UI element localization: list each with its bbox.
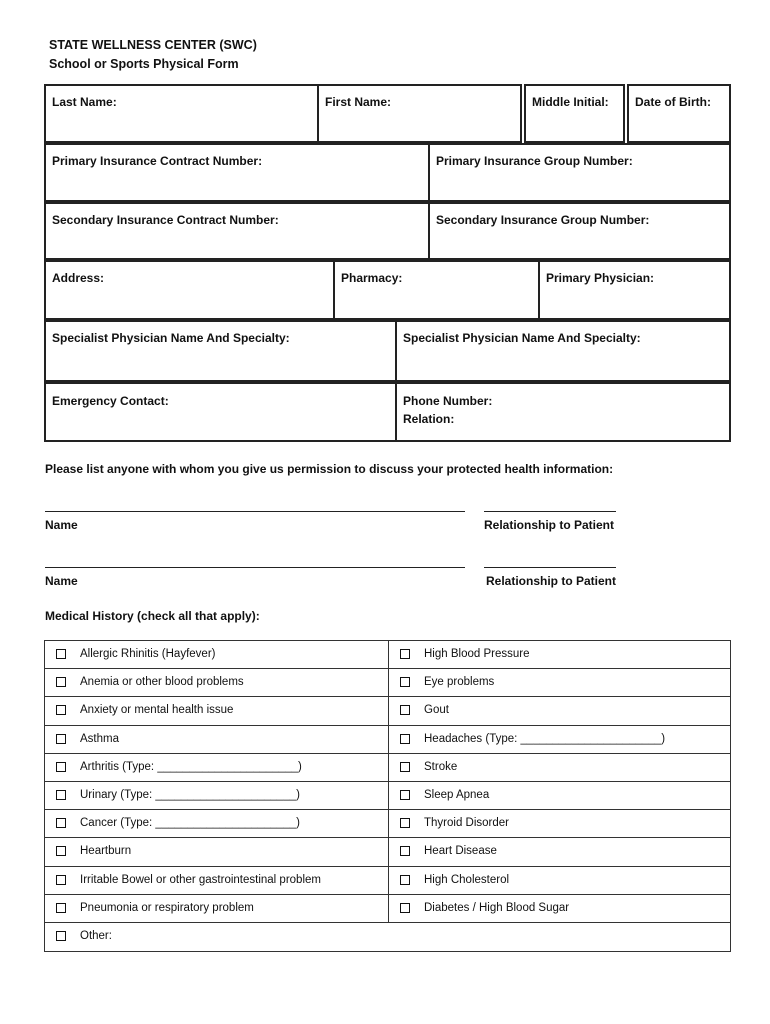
medical-history-item-label: Eye problems [424,676,495,689]
medical-history-item-label: Thyroid Disorder [424,817,509,830]
medical-history-item-label: Urinary (Type: ______________________) [80,789,300,802]
medical-history-item-anemia-or-other-blood-problems[interactable] [56,668,244,696]
medical-history-item-label: Pneumonia or respiratory problem [80,901,254,914]
medical-history-item-cancer-type[interactable] [56,809,300,837]
medical-history-item-label: High Blood Pressure [424,648,530,661]
medical-history-item-urinary-type[interactable] [56,781,300,809]
medical-history-item-eye-problems[interactable] [400,668,494,696]
address-label: Address: [52,271,105,285]
checkbox-icon[interactable] [400,903,410,913]
checkbox-icon[interactable] [56,931,66,941]
medical-history-item-label: Diabetes / High Blood Sugar [424,901,570,914]
medical-history-other-label: Other: [80,930,112,943]
form-title: STATE WELLNESS CENTER (SWC) [49,38,257,52]
medical-history-item-heartburn[interactable] [56,837,131,865]
checkbox-icon[interactable] [56,846,66,856]
checkbox-icon[interactable] [56,734,66,744]
medical-history-item-diabetes-high-blood-sugar[interactable] [400,894,569,922]
medical-history-item-arthritis-type[interactable] [56,753,302,781]
checkbox-icon[interactable] [56,762,66,772]
specialist-1-label: Specialist Physician Name And Specialty: [52,331,290,345]
checkbox-icon[interactable] [400,705,410,715]
permission-relationship-line-1[interactable] [484,511,616,512]
form-subtitle: School or Sports Physical Form [49,57,239,71]
checkbox-icon[interactable] [56,649,66,659]
permission-prompt: Please list anyone with whom you give us permission to discuss your protected health information: [45,462,614,476]
primary-contract-field[interactable] [44,143,430,202]
medical-history-other-cell [44,922,731,952]
medical-history-item-label: Allergic Rhinitis (Hayfever) [80,648,216,661]
phone-relation-field[interactable] [395,382,731,442]
medical-history-item-high-blood-pressure[interactable] [400,640,529,668]
permission-relationship-line-2[interactable] [484,567,616,568]
permission-relationship-label-1: Relationship to Patient [484,518,615,532]
permission-name-label-2: Name [45,574,78,588]
date-of-birth-field[interactable] [627,84,731,143]
emergency-contact-label: Emergency Contact: [52,394,169,408]
checkbox-icon[interactable] [56,705,66,715]
medical-history-item-label: Asthma [80,732,119,745]
specialist-1-field[interactable] [44,320,397,382]
last-name-field[interactable] [44,84,319,143]
relation-label: Relation: [403,412,455,426]
primary-physician-label: Primary Physician: [546,271,655,285]
medical-history-item-asthma[interactable] [56,725,119,753]
primary-group-field[interactable] [428,143,731,202]
checkbox-icon[interactable] [56,677,66,687]
medical-history-item-label: Cancer (Type: ______________________) [80,817,300,830]
medical-history-item-label: Arthritis (Type: ______________________) [80,760,302,773]
permission-relationship-label-2: Relationship to Patient [486,574,617,588]
medical-history-item-label: Headaches (Type: ______________________) [424,732,666,745]
medical-history-item-thyroid-disorder[interactable] [400,809,509,837]
checkbox-icon[interactable] [400,846,410,856]
checkbox-icon[interactable] [400,677,410,687]
medical-history-item-irritable-bowel-or-other-gastr[interactable] [56,866,321,894]
medical-history-item-sleep-apnea[interactable] [400,781,489,809]
medical-history-item-label: Anemia or other blood problems [80,676,244,689]
checkbox-icon[interactable] [400,790,410,800]
medical-history-item-high-cholesterol[interactable] [400,866,509,894]
permission-name-line-2[interactable] [45,567,465,568]
secondary-group-label: Secondary Insurance Group Number: [436,213,650,227]
medical-history-item-allergic-rhinitis-hayfever[interactable] [56,640,215,668]
checkbox-icon[interactable] [400,762,410,772]
pharmacy-field[interactable] [333,260,540,320]
secondary-contract-label: Secondary Insurance Contract Number: [52,213,279,227]
checkbox-icon[interactable] [56,818,66,828]
medical-history-item-label: Anxiety or mental health issue [80,704,234,717]
address-field[interactable] [44,260,335,320]
emergency-contact-field[interactable] [44,382,397,442]
checkbox-icon[interactable] [400,734,410,744]
medical-history-item-heart-disease[interactable] [400,837,497,865]
middle-initial-field[interactable] [524,84,625,143]
checkbox-icon[interactable] [56,875,66,885]
date-of-birth-label: Date of Birth: [635,95,711,109]
first-name-label: First Name: [325,95,392,109]
permission-name-label-1: Name [45,518,78,532]
checkbox-icon[interactable] [56,903,66,913]
first-name-field[interactable] [317,84,522,143]
medical-history-item-label: Sleep Apnea [424,789,490,802]
medical-history-item-headaches-type[interactable] [400,725,665,753]
medical-history-item-label: Heartburn [80,845,132,858]
primary-contract-label: Primary Insurance Contract Number: [52,154,263,168]
specialist-2-field[interactable] [395,320,731,382]
medical-history-item-label: Gout [424,704,449,717]
medical-history-item-anxiety-or-mental-health-issue[interactable] [56,696,233,724]
pharmacy-label: Pharmacy: [341,271,403,285]
medical-history-item-label: Stroke [424,760,458,773]
checkbox-icon[interactable] [400,875,410,885]
medical-history-item-other[interactable] [56,922,112,950]
specialist-2-label: Specialist Physician Name And Specialty: [403,331,641,345]
secondary-group-field[interactable] [428,202,731,260]
last-name-label: Last Name: [52,95,117,109]
primary-physician-field[interactable] [538,260,731,320]
primary-group-label: Primary Insurance Group Number: [436,154,633,168]
medical-history-item-label: Heart Disease [424,845,497,858]
medical-history-item-label: High Cholesterol [424,873,510,886]
medical-history-item-stroke[interactable] [400,753,457,781]
checkbox-icon[interactable] [400,649,410,659]
medical-history-item-label: Irritable Bowel or other gastrointestinal problem [80,873,321,886]
secondary-contract-field[interactable] [44,202,430,260]
middle-initial-label: Middle Initial: [532,95,609,109]
phone-number-label: Phone Number: [403,394,493,408]
checkbox-icon[interactable] [56,790,66,800]
medical-history-heading: Medical History (check all that apply): [45,609,260,623]
permission-name-line-1[interactable] [45,511,465,512]
medical-history-item-pneumonia-or-respiratory-probl[interactable] [56,894,254,922]
medical-history-item-gout[interactable] [400,696,449,724]
checkbox-icon[interactable] [400,818,410,828]
